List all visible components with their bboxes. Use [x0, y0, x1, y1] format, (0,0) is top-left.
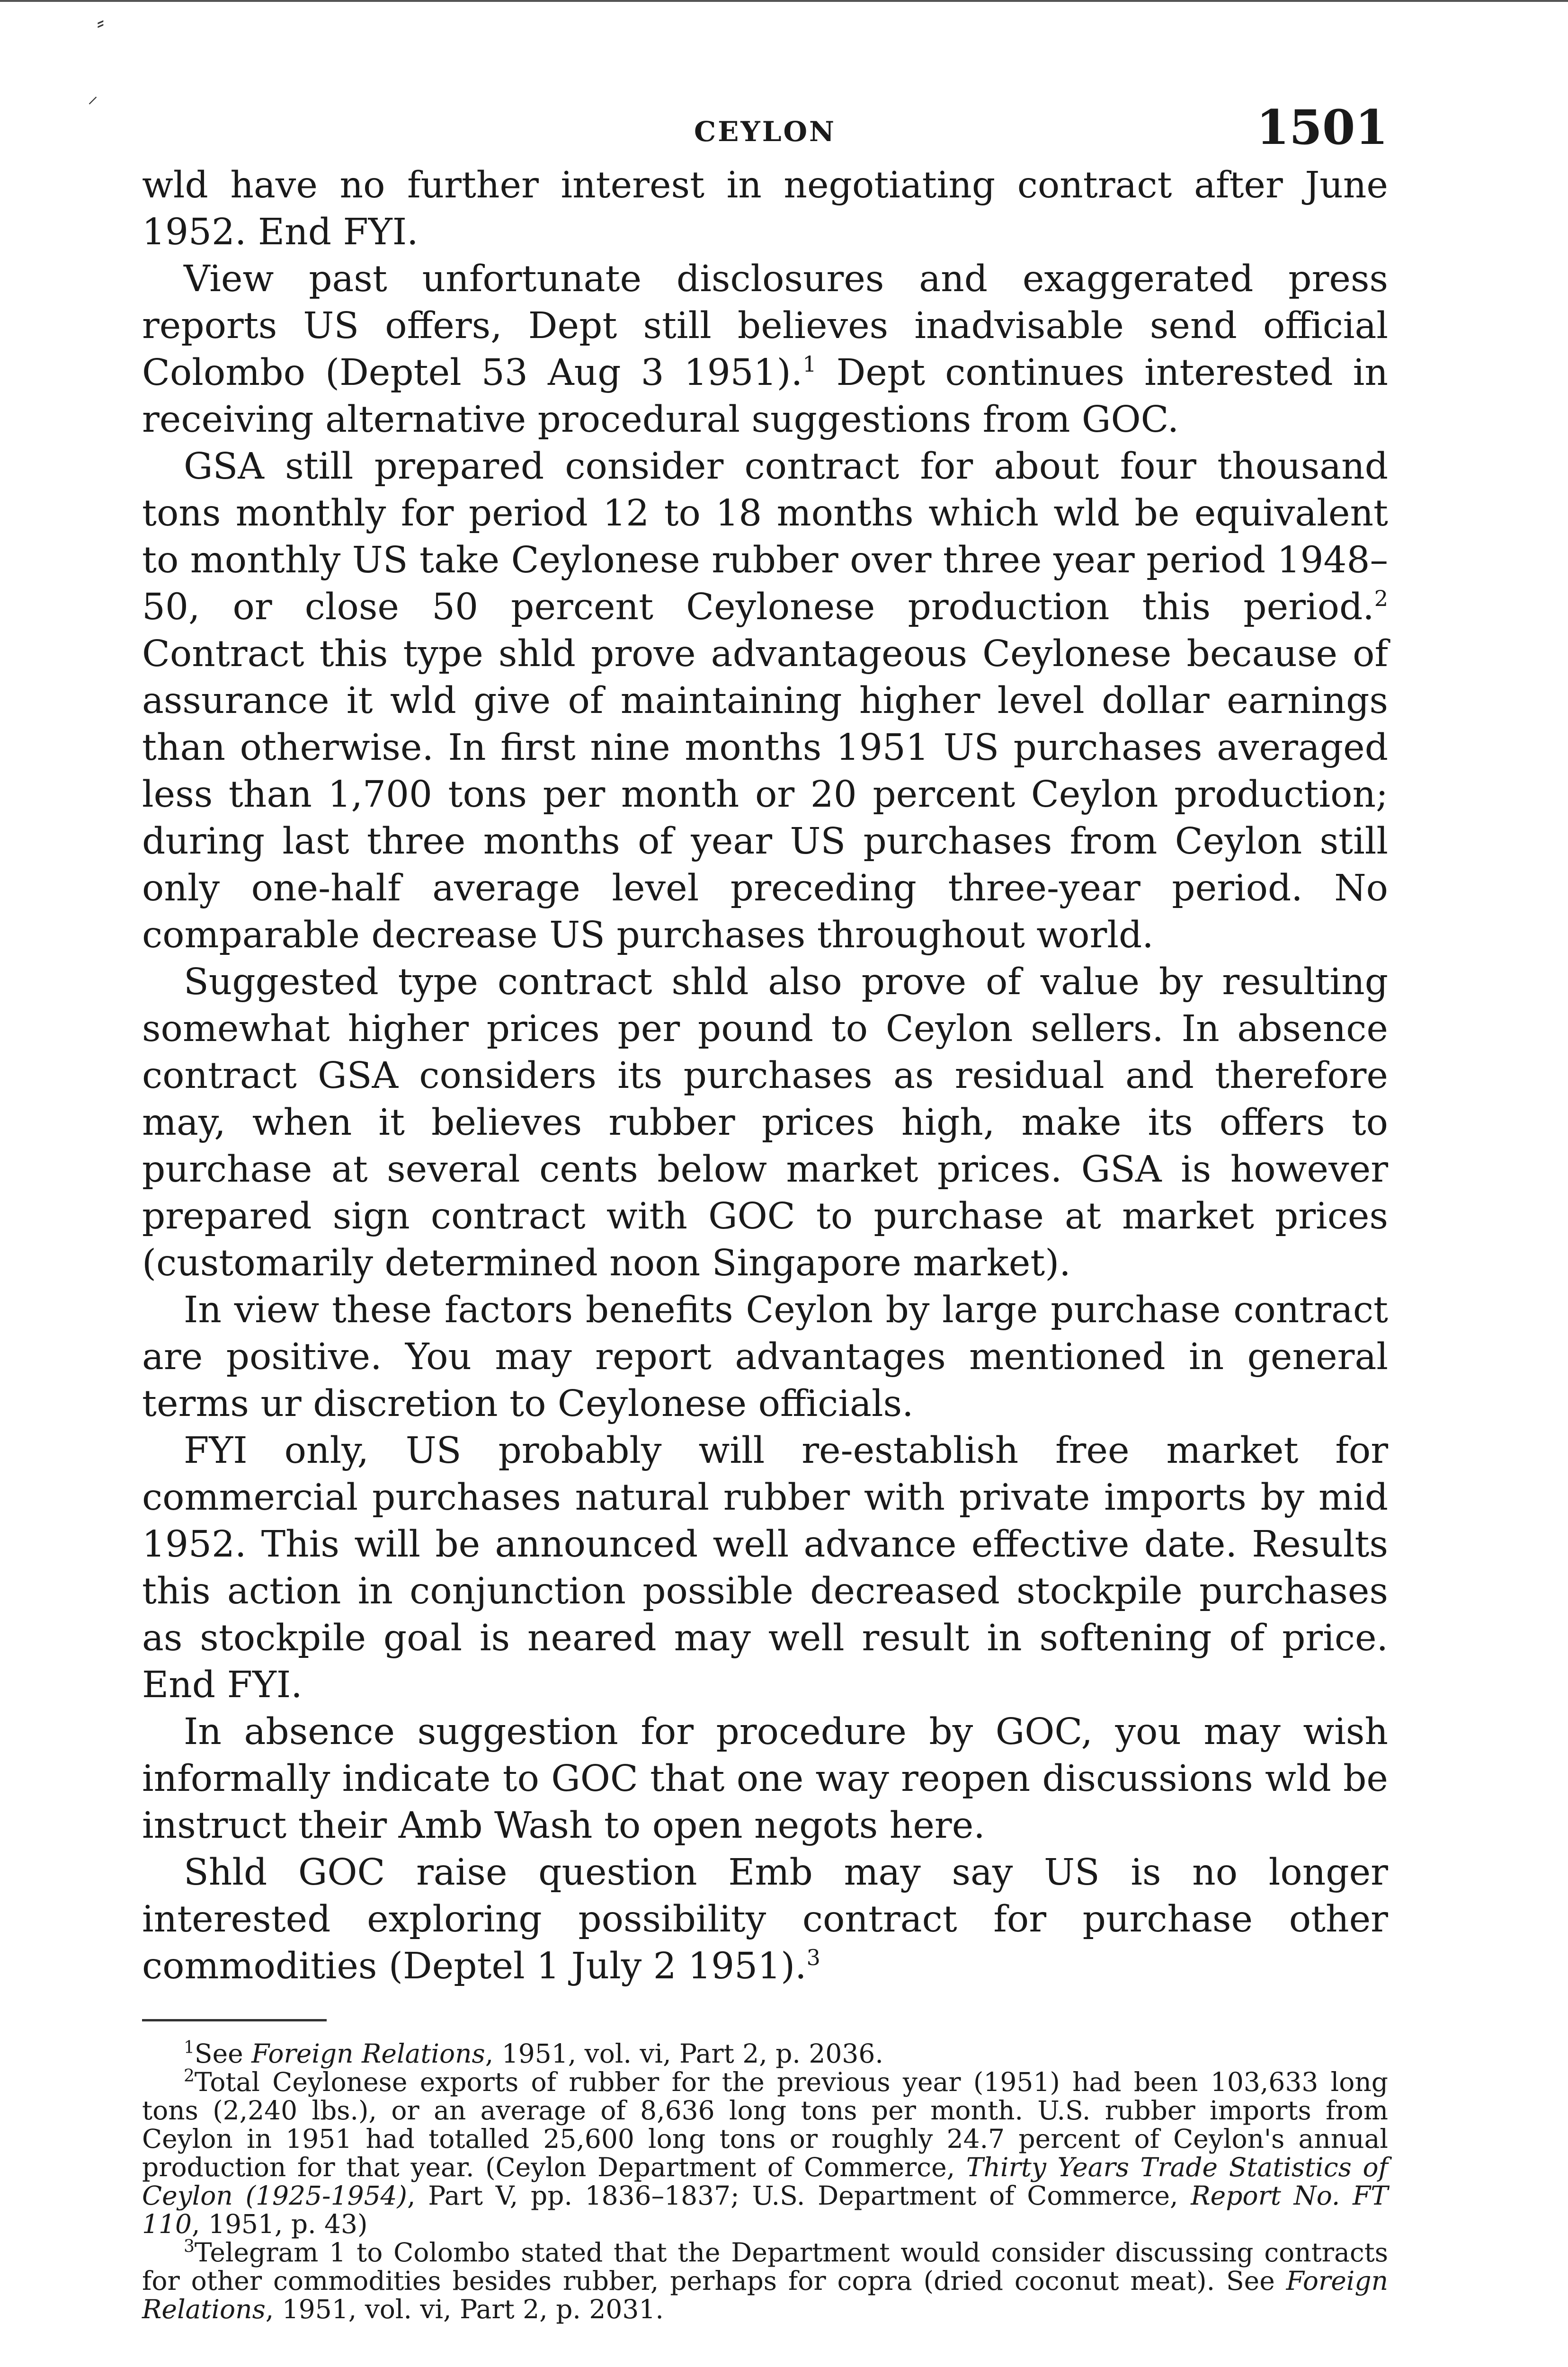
footnote-reference: 1 — [802, 351, 817, 377]
footnote-reference: 3 — [806, 1945, 820, 1970]
footnote-text: Telegram 1 to Colombo stated that the Department would consider discussing contracts for other commodities besides rubber, perhaps for copra (dried coconut meat). See — [142, 2237, 1388, 2296]
footnote-text: , 1951, vol. vi, Part 2, p. 2031. — [265, 2294, 664, 2324]
footnote-text: Total Ceylonese exports of rubber for the previous year (1951) had been 103,633 long tons (2,240 lbs.), or an average of 8,636 long tons per month. U.S. rubber imports from Ceylon in 1951 had totalled 25,600 long tons or roughly 24.7 percent of Ceylon's annual production for that year. (Ceylon Department of Commerce, — [142, 2067, 1388, 2182]
paragraph — [142, 1849, 1388, 1990]
paragraph-text: wld have no further interest in negotiating contract after June 1952. End FYI. — [142, 164, 1388, 253]
document-page — [142, 99, 1388, 2323]
paragraph-text: View past unfortunate disclosures and exaggerated press reports US offers, Dept still believes inadvisable send official Colombo (Deptel 53 Aug 3 1951). — [142, 258, 1388, 394]
footnote-divider — [142, 2019, 327, 2021]
paragraph — [142, 1287, 1388, 1427]
paragraph-text: Contract this type shld prove advantageous Ceylonese because of assurance it wld give of maintaining higher level dollar earnings than otherwise. In first nine months 1951 US purchases averaged less than 1,700 tons per month or 20 percent Ceylon production; during last three months of year US purchases from Ceylon still only one-half average level preceding three-year period. No comparable decrease US purchases throughout world. — [142, 633, 1388, 956]
publication-title: Foreign Relations — [251, 2038, 485, 2069]
paragraph-text: FYI only, US probably will re-establish free market for commercial purchases natural rubber with private imports by mid 1952. This will be announced well advance effective date. Results this action in conjunction possible decreased stockpile purchases as stockpile goal is neared may well result in softening of price. End FYI. — [142, 1430, 1388, 1706]
publication-title: Foreign Relations — [142, 2266, 1388, 2324]
footnote-text: , Part V, pp. 1836–1837; U.S. Department of Commerce, — [407, 2180, 1191, 2211]
paragraph — [142, 256, 1388, 443]
paragraph-text: Suggested type contract shld also prove of value by resulting somewhat higher prices per pound to Ceylon sellers. In absence contract GSA considers its purchases as residual and therefore may, when it believes rubber prices high, make its offers to purchase at several cents below market prices. GSA is however prepared sign contract with GOC to purchase at market prices (customarily determined noon Singapore market). — [142, 961, 1388, 1284]
footnote-reference: 2 — [1374, 586, 1388, 611]
publication-title: Report No. FT 110 — [142, 2180, 1388, 2239]
page-top-edge — [0, 0, 1568, 2]
footnote-text: See — [194, 2038, 252, 2069]
paragraph — [142, 959, 1388, 1287]
paragraph-text: Shld GOC raise question Emb may say US is no longer interested exploring possibility contract for purchase other commodities (Deptel 1 July 2 1951). — [142, 1851, 1388, 1987]
paragraph — [142, 1427, 1388, 1709]
footnote-text: , 1951, vol. vi, Part 2, p. 2036. — [485, 2038, 883, 2069]
footnote — [142, 2238, 1388, 2323]
paragraph-text: In view these factors benefits Ceylon by large purchase contract are positive. You may report advantages mentioned in general terms ur discretion to Ceylonese officials. — [142, 1289, 1388, 1425]
running-title: CEYLON — [694, 116, 837, 148]
footnote-marker: 3 — [184, 2237, 195, 2256]
footnote — [142, 2039, 1388, 2068]
paragraph-text: Dept continues interested in receiving alternative procedural suggestions from GOC. — [142, 352, 1388, 441]
telegram-body — [142, 162, 1388, 1990]
footnote — [142, 2068, 1388, 2238]
paragraph — [142, 443, 1388, 959]
footnote-text: , 1951, p. 43) — [191, 2209, 368, 2239]
paragraph-text: In absence suggestion for procedure by GOC, you may wish informally indicate to GOC that one way reopen discussions wld be instruct their Amb Wash to open negots here. — [142, 1711, 1388, 1847]
page-number: 1501 — [1256, 99, 1388, 155]
footnotes — [142, 2039, 1388, 2323]
running-header — [142, 99, 1388, 161]
scan-mark-icon: ⸝ — [88, 84, 98, 108]
paragraph — [142, 1709, 1388, 1849]
paragraph — [142, 162, 1388, 256]
paragraph-text: GSA still prepared consider contract for about four thousand tons monthly for period 12 to 18 months which wld be equivalent to monthly US take Ceylonese rubber over three year period 1948–50, or close 50 percent Ceylonese production this period. — [142, 445, 1388, 628]
footnote-marker: 2 — [184, 2066, 195, 2086]
publication-title: Thirty Years Trade Statistics of Ceylon (1925-1954) — [142, 2152, 1388, 2211]
scan-mark-icon: ⸗ — [97, 10, 104, 35]
footnote-marker: 1 — [184, 2038, 195, 2057]
